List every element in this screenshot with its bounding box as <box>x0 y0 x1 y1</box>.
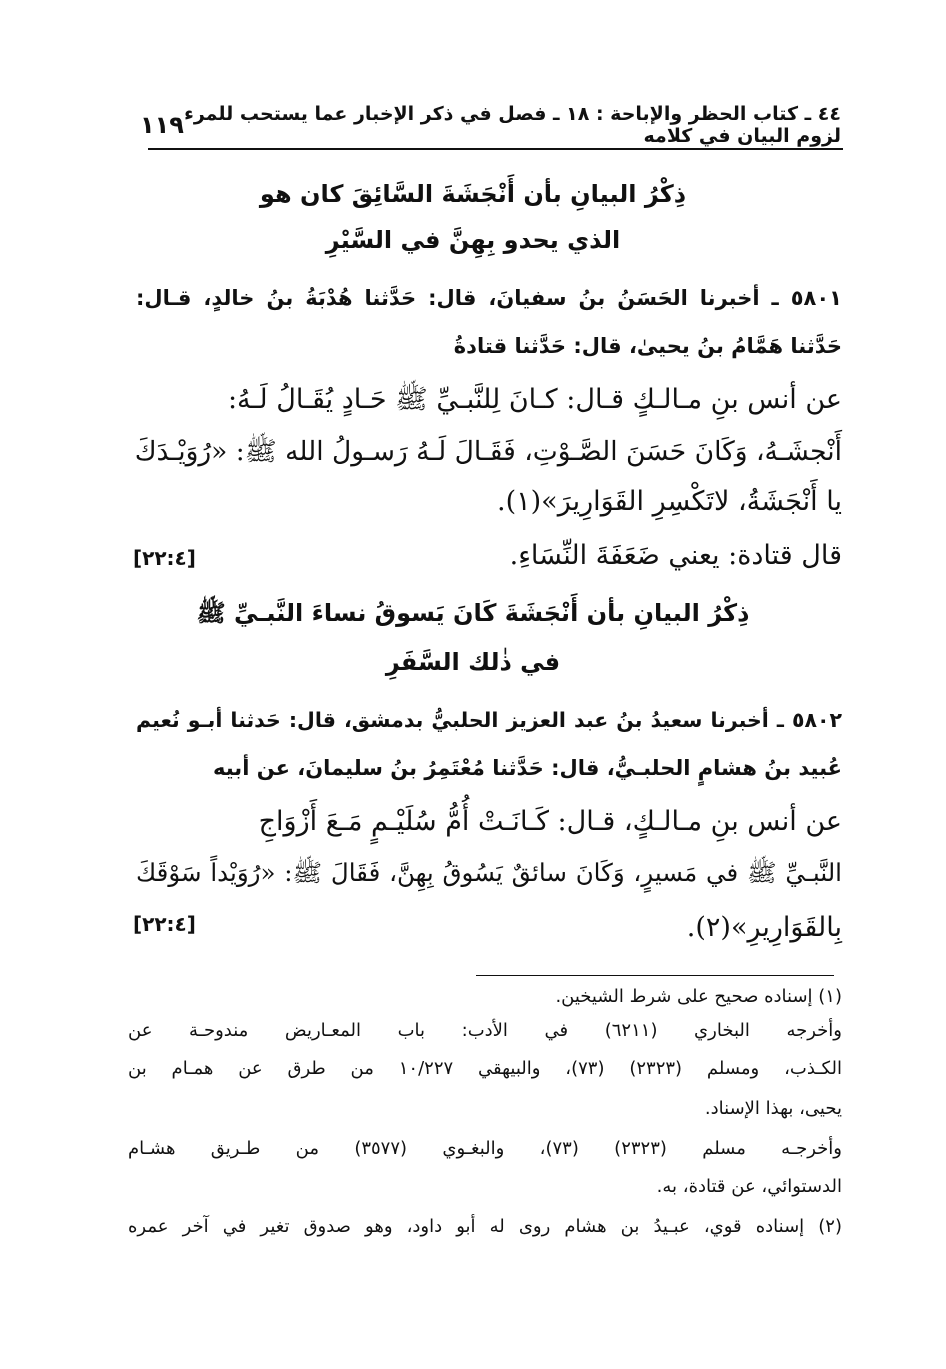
footnote-1-line3: الكـذب، ومسلم (٢٣٢٣) (٧٣)، والبيهقي ١٠/٢٢٧ من طرق عن همـام بن <box>128 1058 842 1079</box>
qatada-comment: قال قتادة: يعني ضَعَفَةَ النِّسَاءِ. <box>509 540 842 571</box>
matn-5802-line1: عن أنس بنِ مـالـكٍ، قـال: كَـانَـتْ أُمُّ سُلَيْـمٍ مَـعَ أَزْوَاجِ <box>258 806 842 837</box>
footnote-1-line2: وأخرجه البخاري (٦٢١١) في الأدب: باب المعـاريض مندوحـة عن <box>128 1020 842 1041</box>
matn-5802-line2: النَّبـيِّ ﷺ في مَسيرٍ، وَكَانَ سائقٌ يَسُوقُ بِهِنَّ، فَقَالَ ﷺ: «رُوَيْداً سَوْقَكَ <box>136 858 842 887</box>
chapter-heading-1a: ذِكْرُ البيانِ بأن أَنْجَشَةَ السَّائِقَ كان هو <box>259 180 687 208</box>
footnote-2-line1: (٢) إسناده قوي، عبـيدُ بن هشام روى له أبو داود، وهو صدوق تغير في آخر عمره <box>128 1216 842 1237</box>
footnote-1-line6: الدستوائي، عن قتادة، به. <box>656 1176 842 1197</box>
running-header <box>140 103 841 147</box>
isnad-5801-line2: حَدَّثنا هَمَّامُ بنُ يحيىٰ، قال: حَدَّثنا قتادةُ <box>453 334 842 358</box>
isnad-5802-line2: عُبيد بنُ هشامٍ الحلبـيُّ، قال: حَدَّثنا مُعْتَمِرُ بنُ سليمانَ، عن أبيه <box>213 756 842 780</box>
isnad-5802-line1: ٥٨٠٢ ـ أخبرنا سعيدُ بنُ عبد العزيز الحلبيُّ بدمشق، قال: حَدثنا أبـو نُعيم <box>136 708 842 732</box>
footnote-rule <box>476 975 834 976</box>
reference-5801: [٢٢:٤] <box>133 546 196 570</box>
chapter-heading-1b: الذي يحدو بِهِنَّ في السَّيْرِ <box>325 226 621 254</box>
chapter-heading-2a: ذِكْرُ البيانِ بأن أَنْجَشَةَ كَانَ يَسوقُ نساءَ النَّبـيِّ ﷺ <box>196 599 750 627</box>
chapter-heading-2b: في ذٰلك السَّفَرِ <box>385 648 561 676</box>
footnote-1-line5: وأخرجـه مسلم (٢٣٢٣) (٧٣)، والبغـوي (٣٥٧٧) من طـريق هشـام <box>128 1138 842 1159</box>
matn-5801-line1: عن أنس بنِ مـالـكٍ قـال: كـانَ لِلنَّبـيِّ ﷺ حَـادٍ يُقَـالُ لَـهُ: <box>227 384 842 415</box>
matn-5801-line2: أَنْجشَـهُ، وَكَانَ حَسَنَ الصَّـوْتِ، فَقَـالَ لَـهُ رَسـولُ الله ﷺ: «رُوَيْـدَكَ <box>134 436 842 467</box>
page-number: ١١٩ <box>140 111 184 139</box>
isnad-5801-line1: ٥٨٠١ ـ أخبرنا الحَسَنُ بنُ سفيانَ، قال: حَدَّثنا هُدْبَةُ بنُ خالدٍ، قـال: <box>136 286 842 310</box>
reference-5802: [٢٢:٤] <box>133 912 196 936</box>
matn-5801-line3: يا أَنْجَشَةُ، لاتَكْسِرِ القَوَارِيرَ»(١). <box>497 486 842 517</box>
footnote-1-line4: يحيى، بهذا الإسناد. <box>704 1098 842 1119</box>
header-rule <box>148 148 843 150</box>
matn-5802-line3: بِالقَوَارِيرِ»(٢). <box>686 912 842 943</box>
running-title: ٤٤ ـ كتاب الحظر والإباحة : ١٨ ـ فصل في ذكر الإخبار عما يستحب للمرء لزوم البيان في كلامه <box>184 103 841 147</box>
footnote-1-line1: (١) إسناده صحيح على شرط الشيخين. <box>555 986 842 1007</box>
